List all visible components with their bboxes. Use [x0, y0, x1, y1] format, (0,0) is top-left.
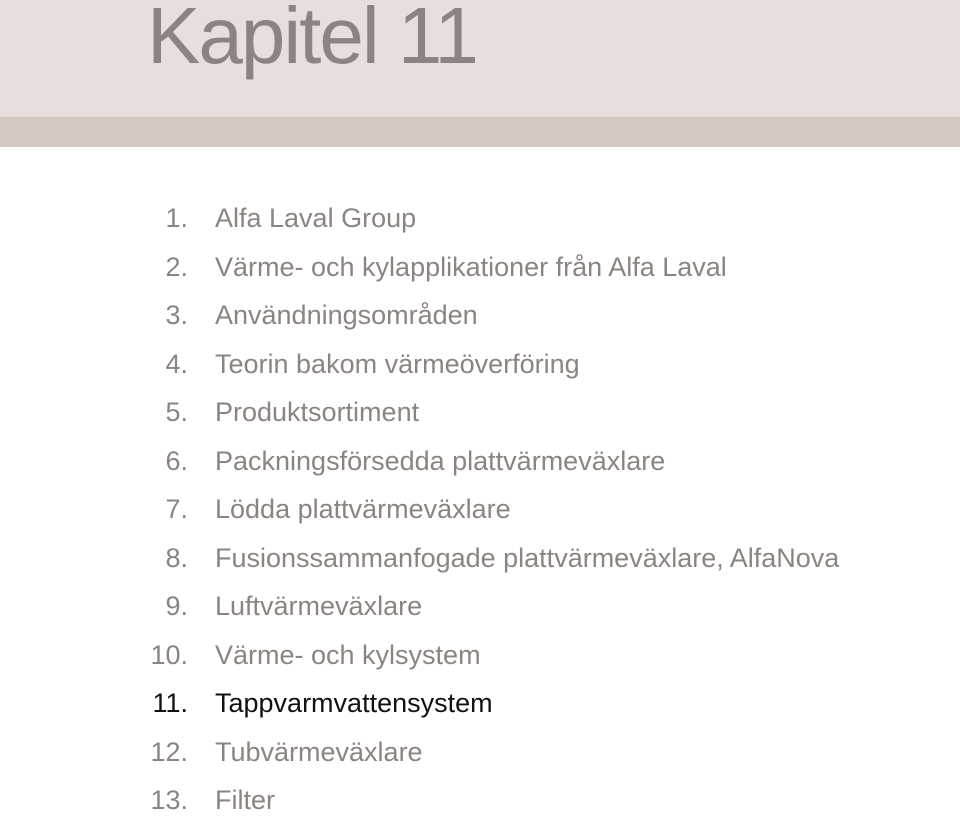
- toc-number: 10.: [150, 639, 188, 670]
- toc-label: Fusionssammanfogade plattvärmeväxlare, AlfaNova: [215, 542, 840, 573]
- toc-number: 13.: [150, 785, 188, 815]
- toc-number: 9.: [165, 591, 188, 621]
- toc-number: 1.: [165, 203, 188, 233]
- toc-label: Värme- och kylapplikationer från Alfa Laval: [215, 251, 727, 282]
- header-band: [0, 117, 960, 147]
- toc-item-4: [0, 340, 960, 389]
- toc-item-11: [0, 679, 960, 728]
- toc-number: 12.: [150, 736, 188, 767]
- toc-number: 6.: [165, 445, 188, 476]
- chapter-title: Kapitel 11: [147, 0, 477, 80]
- toc-label: Värme- och kylsystem: [215, 639, 481, 670]
- toc-number: 7.: [165, 494, 188, 524]
- toc-label: Teorin bakom värmeöverföring: [215, 348, 580, 379]
- toc-label: Användningsområden: [215, 300, 478, 330]
- toc-number: 4.: [165, 348, 188, 379]
- toc-label: Packningsförsedda plattvärmeväxlare: [215, 445, 666, 476]
- table-of-contents: [0, 194, 960, 825]
- toc-label: Tubvärmeväxlare: [215, 736, 423, 767]
- toc-number: 5.: [165, 397, 188, 427]
- toc-label: Lödda plattvärmeväxlare: [215, 494, 511, 524]
- toc-item-8: [0, 534, 960, 583]
- toc-label: Tappvarmvattensystem: [215, 688, 493, 718]
- chapter-header: [0, 0, 960, 117]
- toc-number: 11.: [152, 688, 188, 718]
- toc-item-10: [0, 631, 960, 680]
- toc-item-9: [0, 582, 960, 631]
- toc-item-7: [0, 485, 960, 534]
- toc-number: 2.: [165, 251, 188, 282]
- toc-item-5: [0, 388, 960, 437]
- toc-item-1: [0, 194, 960, 243]
- toc-label: Filter: [215, 785, 275, 815]
- toc-item-6: [0, 437, 960, 486]
- toc-item-13: [0, 776, 960, 825]
- toc-item-12: [0, 728, 960, 777]
- toc-number: 3.: [165, 300, 188, 330]
- toc-item-3: [0, 291, 960, 340]
- toc-label: Luftvärmeväxlare: [215, 591, 423, 621]
- toc-number: 8.: [165, 542, 188, 573]
- toc-item-2: [0, 243, 960, 292]
- toc-label: Produktsortiment: [215, 397, 420, 427]
- toc-label: Alfa Laval Group: [215, 203, 417, 233]
